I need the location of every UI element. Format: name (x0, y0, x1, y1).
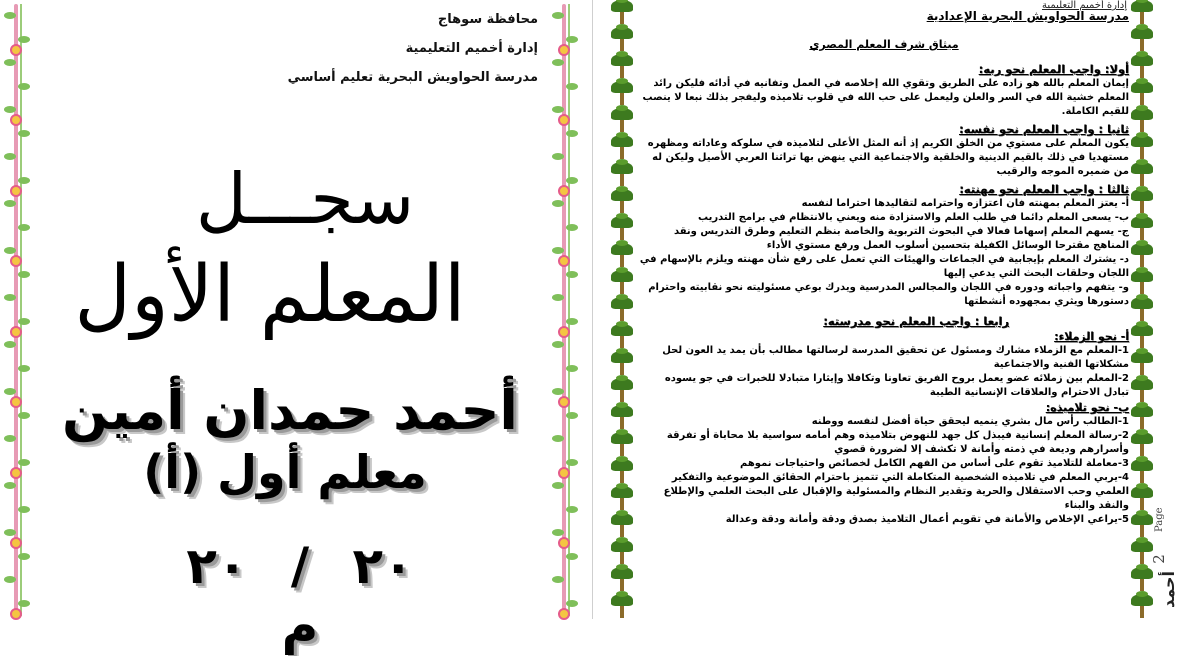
vine-leaf (18, 506, 30, 513)
teacher-role: معلم أول (أ) (143, 445, 427, 499)
paragraph: يكون المعلم على مستوي من الخلق الكريم إذ أنه المثل الأعلى لتلاميذه في سلوكه وعاداته ومظهره مستهديا في ذلك بالقيم الدينية والخلقية والاجتماعية التي ينهض بها تراثنا العربي الأصيل وليكن له من ضميره الموجه والرقيب (647, 138, 1129, 177)
palm-tree-icon (611, 54, 633, 80)
palm-tree-icon (1131, 486, 1153, 512)
page-number: 2 (1149, 554, 1168, 564)
vine-flower (10, 185, 22, 197)
vine-flower (558, 185, 570, 197)
palm-tree-icon (611, 189, 633, 215)
paragraph: 3-معاملة للتلاميذ تقوم على أساس من الفهم الكامل لخصائص واحتياجات نموهم (740, 458, 1129, 469)
palm-tree-icon (611, 135, 633, 161)
palm-tree-icon (1131, 162, 1153, 188)
palm-tree-icon (1131, 135, 1153, 161)
vine-leaf (18, 365, 30, 372)
paragraph: 1-الطالب رأس مال بشري ينميه ليحقق حياة أفضل لنفسه ووطنه (811, 416, 1129, 427)
vine-leaf (4, 294, 16, 301)
paragraph: إيمان المعلم بالله هو زاده على الطريق وتقوي الله إخلاصه في العمل وتفانيه في أدائه فليكن رائد المعلم خشية الله في السر والعلن وليعمل على حب الله في قلوب تلاميذه وليفجر بذلك نبعا لا ينصب للقيم الكاملة. (642, 78, 1129, 117)
vine-leaf (18, 36, 30, 43)
palm-tree-icon (1131, 297, 1153, 323)
vine-flower (558, 537, 570, 549)
palm-tree-icon (611, 486, 633, 512)
page-marker (1148, 507, 1178, 619)
palm-tree-icon (611, 567, 633, 593)
palm-tree-icon (1131, 351, 1153, 377)
vine-leaf (4, 576, 16, 583)
vine-leaf (18, 318, 30, 325)
cover-title-first-teacher: المعلم الأول (74, 250, 466, 340)
palm-tree-icon (611, 594, 633, 620)
palm-tree-icon (1131, 324, 1153, 350)
vine-leaf (552, 294, 564, 301)
palm-tree-icon (1131, 459, 1153, 485)
vine-leaf (566, 553, 578, 560)
paragraph: ب- يسعى المعلم دائما في طلب العلم والاستزادة منه ويعني بالانتظام في برامج التدريب (698, 212, 1129, 223)
vine-flower (10, 608, 22, 620)
palm-tree-icon (611, 351, 633, 377)
vine-leaf (566, 83, 578, 90)
vine-flower (10, 467, 22, 479)
vine-flower (558, 114, 570, 126)
palm-tree-icon (611, 459, 633, 485)
palm-tree-icon (611, 405, 633, 431)
vine-leaf (4, 200, 16, 207)
vine-leaf (552, 106, 564, 113)
paragraph: ج- يسهم المعلم إسهاما فعالا في البحوث التربوية والخاصة بنظم التعليم وطرق التدريس ونقد المناهج مقترحا الوسائل الكفيلة بتحسين أسلوب العمل ورفع مستوي الأداء (673, 226, 1129, 251)
vine-leaf (552, 341, 564, 348)
palm-tree-icon (1131, 189, 1153, 215)
vine-leaf (552, 576, 564, 583)
palm-tree-icon (1131, 81, 1153, 107)
administration-label: إدارة أخميم التعليمية (405, 41, 538, 56)
palm-tree-icon (611, 27, 633, 53)
governorate-label: محافظة سوهاج (437, 12, 538, 27)
palm-tree-icon (611, 81, 633, 107)
paragraph: 4-يربي المعلم في تلاميذه الشخصية المتكاملة التي تتميز باحترام الحقائق الموضوعية والتفكير العلمي وحب الاستقلال والحرية وتقدير النظام والمسئولية والإقبال على البحث العلمي والإطلاع والنقد والبناء (663, 472, 1129, 511)
charter-title: ميثاق شرف المعلم المصري (809, 38, 959, 51)
cover-date: ٢٠ / ٢٠ م (186, 537, 414, 655)
vine-leaf (4, 153, 16, 160)
palm-tree-icon (611, 216, 633, 242)
palm-tree-icon (1131, 0, 1153, 26)
section-god (639, 61, 1129, 119)
palm-tree-icon (1131, 216, 1153, 242)
vine-flower (558, 396, 570, 408)
floral-border-right (552, 4, 578, 616)
palm-tree-icon (611, 432, 633, 458)
palm-tree-icon (611, 162, 633, 188)
paragraph: و- يتفهم واجباته ودوره في اللجان والمجالس المدرسية ويدرك بوعي مسئوليته نحو نقابيته واحترام دستورها ويثري بمجهوده أنشطتها (648, 282, 1129, 307)
palm-tree-icon (611, 324, 633, 350)
paragraph: د- يشترك المعلم بإيجابية في الجماعات والهيئات التي تعمل على رفع شأن مهنته ويلزم بالإسهام في اللجان وحلقات البحث التي يدعي إليها (639, 254, 1129, 279)
vine-flower (558, 467, 570, 479)
vine-leaf (566, 130, 578, 137)
vine-leaf (18, 271, 30, 278)
vine-leaf (566, 224, 578, 231)
floral-border-left (4, 4, 30, 616)
palm-tree-icon (1131, 54, 1153, 80)
vine-leaf (4, 341, 16, 348)
palm-tree-icon (1131, 432, 1153, 458)
palm-tree-icon (1131, 378, 1153, 404)
vine-leaf (566, 318, 578, 325)
subsection-heading: ب- نحو تلاميذه: (1045, 401, 1129, 414)
cover-header (118, 12, 538, 99)
vine-leaf (566, 600, 578, 607)
vine-leaf (18, 600, 30, 607)
vine-leaf (552, 59, 564, 66)
vine-flower (10, 396, 22, 408)
vine-leaf (552, 153, 564, 160)
section-heading: ثانيا : واجب المعلم نحو نفسه: (959, 122, 1129, 136)
vine-flower (10, 537, 22, 549)
vine-flower (558, 326, 570, 338)
vine-leaf (4, 59, 16, 66)
vine-leaf (552, 200, 564, 207)
palm-tree-icon (611, 243, 633, 269)
doc-header-school: مدرسة الحواويش البحرية الإعدادية (926, 9, 1129, 23)
vine-leaf (18, 459, 30, 466)
palm-tree-icon (1131, 108, 1153, 134)
palm-tree-icon (611, 270, 633, 296)
charter-page (595, 0, 1179, 619)
paragraph: أ- يعتز المعلم بمهنته فان اعتزازه واحترامه لتقاليدها احتراما لنفسه (801, 198, 1129, 209)
vine-flower (558, 255, 570, 267)
vine-leaf (18, 224, 30, 231)
vine-leaf (552, 12, 564, 19)
paragraph: 5-يراعي الإخلاص والأمانة في تقويم أعمال التلاميذ بصدق ودقة وأمانة ودقة وعدالة (725, 514, 1129, 525)
vine-leaf (552, 529, 564, 536)
vine-leaf (552, 435, 564, 442)
section-heading: رابعا : واجب المعلم نحو مدرسته: (823, 314, 1009, 328)
vine-leaf (552, 247, 564, 254)
section-school (639, 313, 1129, 527)
palm-tree-icon (611, 513, 633, 539)
vine-leaf (18, 130, 30, 137)
palm-tree-icon (1131, 405, 1153, 431)
palm-tree-icon (611, 108, 633, 134)
vine-leaf (4, 482, 16, 489)
vine-flower (10, 326, 22, 338)
palm-tree-icon (1131, 243, 1153, 269)
vine-flower (558, 44, 570, 56)
page-label: Page (1154, 507, 1165, 532)
section-self (639, 121, 1129, 179)
vine-leaf (566, 271, 578, 278)
vine-leaf (18, 83, 30, 90)
palm-tree-icon (611, 378, 633, 404)
vine-leaf (552, 482, 564, 489)
vine-leaf (18, 177, 30, 184)
paragraph: 2-المعلم بين زملائه عضو يعمل بروح الفريق تعاونا وتكافلا وإيثارا متبادلا للخبرات في جو يسوده تبادل الاحترام والعلاقات الإنسانية الطيبة (664, 373, 1129, 398)
vine-flower (558, 608, 570, 620)
palm-tree-icon (611, 540, 633, 566)
vine-leaf (566, 177, 578, 184)
vine-leaf (18, 412, 30, 419)
vine-leaf (552, 388, 564, 395)
palm-border-left (611, 0, 633, 619)
vine-leaf (4, 529, 16, 536)
vine-leaf (4, 247, 16, 254)
section-profession (639, 181, 1129, 309)
section-heading: أولا: واجب المعلم نحو ربه: (978, 62, 1129, 76)
school-label: مدرسة الحواويش البحرية تعليم أساسي (287, 70, 538, 85)
vine-leaf (566, 365, 578, 372)
paragraph: 2-رسالة المعلم إنسانية فيبذل كل جهد للنهوض بتلاميذه وهم أمامه سواسية بلا محاباة أو تفرقة وأسرارهم وديعة في ذمته وأمانة لا تكشف إلا لضرورة قصوي (666, 430, 1129, 455)
vine-leaf (566, 36, 578, 43)
palm-tree-icon (611, 297, 633, 323)
cover-title-record: سجـــل (195, 158, 415, 240)
doc-header-administration: إدارة أخميم التعليمية (1041, 0, 1127, 11)
vine-leaf (566, 459, 578, 466)
subsection-heading: أ- نحو الزملاء: (1054, 330, 1129, 343)
teacher-name: أحمد حمدان أمين (62, 379, 518, 442)
palm-tree-icon (1131, 270, 1153, 296)
vine-leaf (18, 553, 30, 560)
paragraph: 1-المعلم مع الزملاء مشارك ومسئول عن تحقيق المدرسة لرسالتها مطالب بأن يمد يد العون لحل مشكلاتها الفنية والاجتماعية (662, 345, 1129, 370)
charter-document (639, 0, 1129, 527)
palm-tree-icon (611, 0, 633, 26)
vine-flower (10, 44, 22, 56)
vine-leaf (566, 412, 578, 419)
vine-leaf (4, 435, 16, 442)
vine-leaf (4, 106, 16, 113)
vine-leaf (4, 388, 16, 395)
vine-leaf (4, 12, 16, 19)
palm-tree-icon (1131, 27, 1153, 53)
section-heading: ثالثا : واجب المعلم نحو مهنته: (959, 182, 1129, 196)
page-side-text: أحمد (1158, 571, 1178, 608)
vine-flower (10, 114, 22, 126)
vine-flower (10, 255, 22, 267)
vine-leaf (566, 506, 578, 513)
